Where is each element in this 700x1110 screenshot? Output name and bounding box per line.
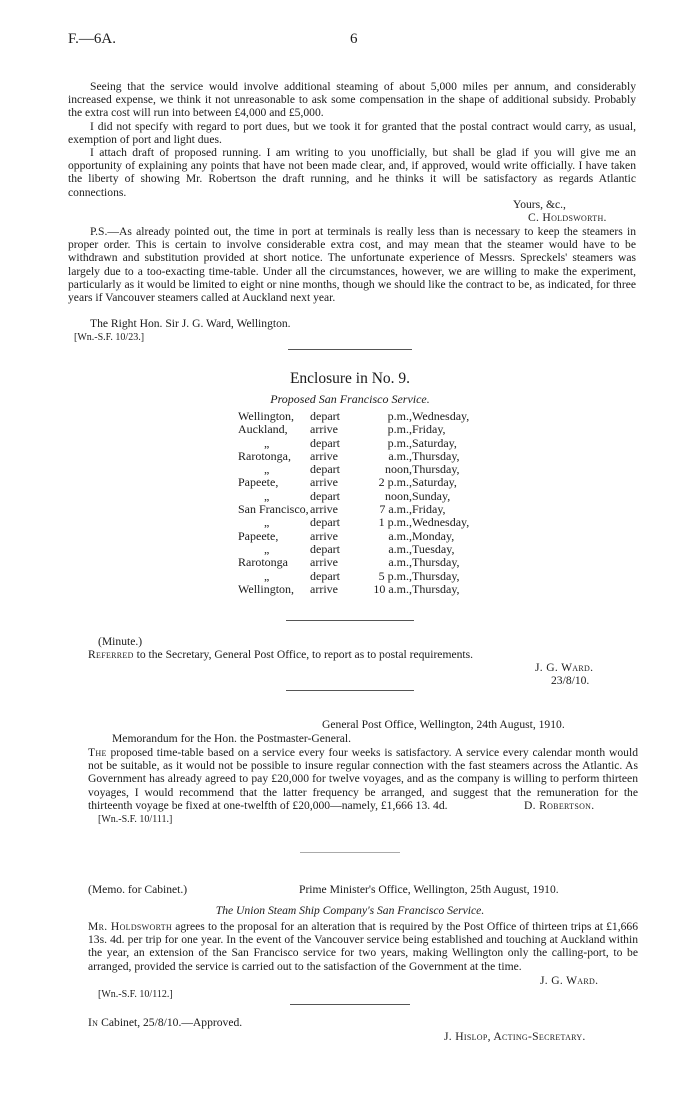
schedule-port: San Francisco, [238,502,309,517]
schedule-row [238,423,469,436]
schedule-day: Wednesday, [412,409,470,423]
schedule-port: „ [264,515,270,530]
schedule-action: arrive [310,528,338,543]
section-divider [286,620,414,621]
gpo-memo-lead: The [88,746,107,759]
schedule-time: 7 a.m., [379,502,412,517]
cabinet-memo-signature: J. G. Ward. [540,974,599,987]
schedule-day: Thursday, [412,555,460,570]
schedule-day: Thursday, [412,448,460,463]
schedule-row [238,450,469,463]
schedule-row [238,516,469,529]
schedule-row [238,530,469,543]
schedule-port: „ [264,435,270,450]
schedule-port: Papeete, [238,528,279,543]
schedule-action: depart [310,568,340,583]
schedule-row [238,463,469,476]
schedule-time: 1 p.m., [378,515,412,530]
letter-addressee: The Right Hon. Sir J. G. Ward, Wellington. [90,317,291,330]
gpo-addressee: Memorandum for the Hon. the Postmaster-General. [112,732,351,745]
schedule-action: depart [310,541,340,556]
schedule-row [238,410,469,423]
schedule-day: Monday, [412,528,455,543]
schedule-row [238,583,469,596]
minute-label: (Minute.) [98,635,143,648]
schedule-port: „ [264,568,270,583]
schedule-action: depart [310,435,340,450]
cabinet-approval-lead: In [88,1016,99,1029]
schedule-time: a.m., [388,528,412,543]
schedule-day: Thursday, [412,581,460,596]
schedule-day: Thursday, [412,568,460,583]
schedule-action: depart [310,488,340,503]
cabinet-memo-lead: Mr. Holdsworth [88,920,173,933]
schedule-day: Friday, [412,502,446,517]
letter-postscript [68,225,636,304]
minute-signature: J. G. Ward. [535,661,594,674]
schedule-day: Friday, [412,422,446,437]
schedule-action: depart [310,462,340,477]
schedule-port: Rarotonga [238,555,288,570]
schedule-time: a.m., [388,448,412,463]
file-reference: [Wn.-S.F. 10/23.] [74,332,145,343]
schedule-table [238,410,469,596]
postscript-text: P.S.—As already pointed out, the time in port at terminals is really less than is necessary to keep the steamers in proper order. This is certain to involve considerable extra cost, and may mean that the steamer would have to be withdrawn and substitution provided at short notice. The unfortunate experience of Messrs. Spreckels' steamers was largely due to a too-exacting time-table. Under all the circumstances, however, we are willing to make the experiment, particularly as it would be limited to eight or nine months, though we should like the contract to be, as indicated, for three years if Vancouver steamers called at Auckland next year. [68,225,636,305]
gpo-signature: D. Robertson. [524,799,595,812]
schedule-port: „ [264,541,270,556]
section-divider [286,690,414,691]
enclosure-subtitle: Proposed San Francisco Service. [270,392,430,406]
schedule-day: Wednesday, [412,515,470,530]
schedule-port: „ [264,488,270,503]
schedule-day: Saturday, [412,435,457,450]
letter-signature: C. Holdsworth. [528,211,607,224]
letter-paragraph: I attach draft of proposed running. I am writing to you unofficially, but shall be glad if you will give me an opportunity of explaining any points that have not been made clear, and, if approved, would write officially. I have taken the liberty of showing Mr. Robertson the draft running, and he thinks it will be satisfactory as regards Atlantic connections. [68,146,636,199]
schedule-time: p.m., [387,435,412,450]
schedule-action: depart [310,515,340,530]
section-divider [290,1004,410,1005]
schedule-action: arrive [310,502,338,517]
section-divider [288,349,412,350]
schedule-row [238,556,469,569]
letter-body [68,80,636,199]
schedule-action: depart [310,409,340,423]
cabinet-memo-body-text: agrees to the proposal for an alteration that is required by the Post Office of thirteen trips at £1,666 13s. 4d. per trip for one year. In the event of the Vancouver service being established and touching at Auckland within the year, an extension of the San Francisco service for two years, making Wellington only the calling-port, to be arranged, provided the service is carried out to the satisfaction of the Government at the time. [88,920,638,973]
schedule-action: arrive [310,555,338,570]
schedule-port: „ [264,462,270,477]
schedule-time: 2 p.m., [378,475,412,490]
letter-paragraph: Seeing that the service would involve additional steaming of about 5,000 miles per annum, and considerably increased expense, we think it not unreasonable to ask some compensation in the shape of additional subsidy. Probably the extra cost will run into between £4,000 and £5,000. [68,80,636,120]
schedule-row [238,503,469,516]
schedule-action: arrive [310,422,338,437]
minute-body: to the Secretary, General Post Office, to report as to postal requirements. [136,648,474,661]
cabinet-memo-heading: Prime Minister's Office, Wellington, 25th August, 1910. [299,883,559,896]
schedule-time: p.m., [387,409,412,423]
cabinet-signature-text: J. Hislop, Acting-Secretary. [444,1030,586,1043]
cabinet-memo-label: (Memo. for Cabinet.) [88,883,188,896]
document-code: F.—6A. [68,31,116,47]
schedule-time: a.m., [388,541,412,556]
cabinet-approval-text: Cabinet, 25/8/10.—Approved. [101,1016,243,1029]
schedule-action: arrive [310,475,338,490]
minute-text [88,648,473,661]
gpo-heading: General Post Office, Wellington, 24th August, 1910. [322,718,565,731]
letter-closing: Yours, &c., [513,198,566,211]
schedule-day: Tuesday, [412,541,455,556]
schedule-port: Wellington, [238,409,295,423]
schedule-day: Saturday, [412,475,457,490]
minute-lead: Referred [88,648,134,661]
schedule-row [238,476,469,489]
schedule-row [238,570,469,583]
schedule-time: 5 p.m., [378,568,412,583]
gpo-memo-body-text: proposed time-table based on a service every four weeks is satisfactory. A service every calendar month would not be suitable, as it would not be possible to insure regular connection with the fast steamers across the Atlantic. As Government has already agreed to pay £20,000 for twelve voyages, and as the company is willing to perform thirteen voyages, I would recommend that the latter frequency be arranged, and suggest that the remuneration for the thirteenth voyage be fixed at one-twelfth of £20,000—namely, £1,666 13. 4d. [88,746,638,812]
schedule-day: Sunday, [412,488,451,503]
schedule-time: a.m., [388,555,412,570]
page-number: 6 [350,31,358,47]
schedule-port: Rarotonga, [238,448,291,463]
cabinet-approval [88,1016,242,1029]
schedule-time: p.m., [387,422,412,437]
schedule-row [238,490,469,503]
schedule-port: Papeete, [238,475,279,490]
cabinet-memo-body [88,920,638,973]
minute-date: 23/8/10. [551,674,590,687]
schedule-row [238,437,469,450]
enclosure-title: Enclosure in No. 9. [289,370,411,387]
schedule-time: 10 a.m., [373,581,412,596]
cabinet-memo-subject: The Union Steam Ship Company's San Francisco Service. [215,904,485,917]
schedule-time: noon, [385,462,412,477]
schedule-port: Wellington, [238,581,295,596]
file-reference: [Wn.-S.F. 10/112.] [98,989,173,1000]
schedule-row [238,543,469,556]
schedule-time: noon, [385,488,412,503]
schedule-port: Auckland, [238,422,288,437]
schedule-action: arrive [310,448,338,463]
file-reference: [Wn.-S.F. 10/111.] [98,814,173,825]
section-divider [300,852,400,853]
schedule-day: Thursday, [412,462,460,477]
letter-paragraph: I did not specify with regard to port dues, but we took it for granted that the postal contract would carry, as usual, exemption of port and light dues. [68,119,636,146]
cabinet-memo-text [88,920,638,973]
schedule-action: arrive [310,581,338,596]
cabinet-signature [444,1030,586,1043]
